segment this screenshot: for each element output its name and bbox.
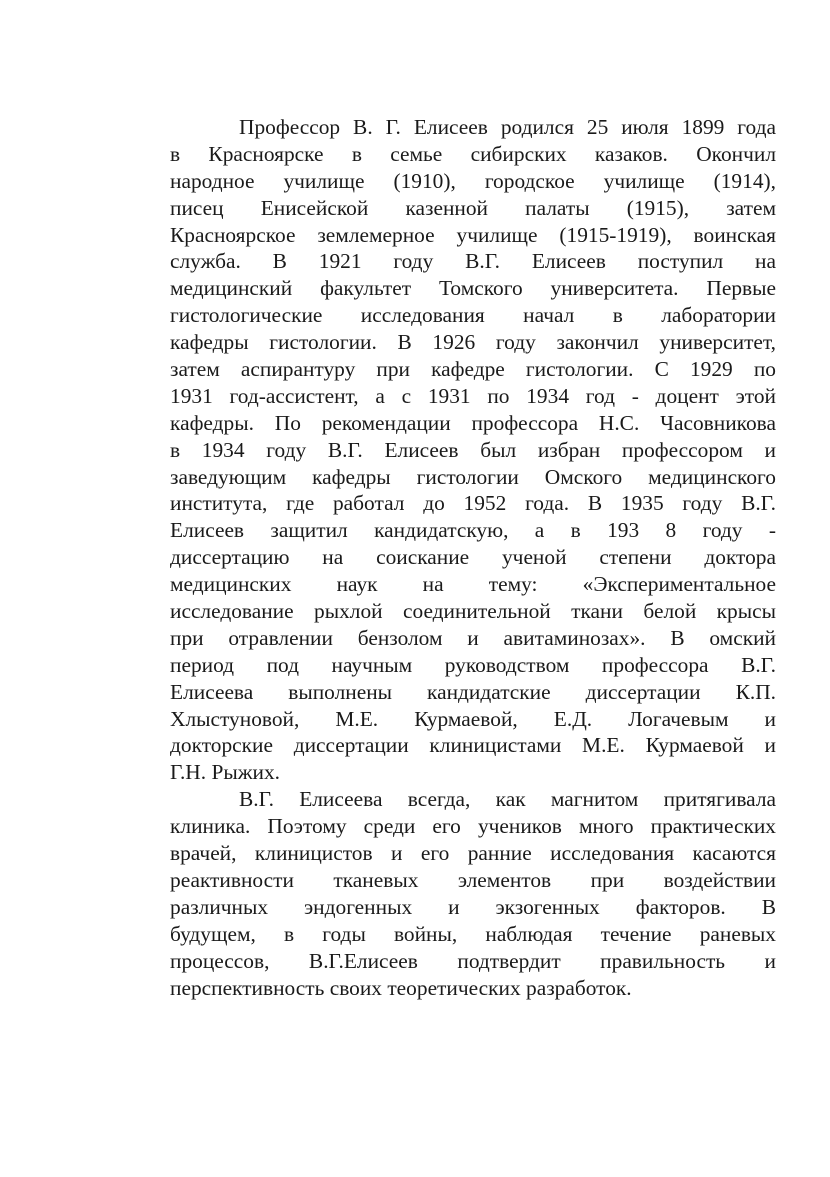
text-line: затем аспирантуру при кафедре гистологии. С 1929 по: [170, 357, 776, 382]
text-line-last: Г.Н. Рыжих.: [170, 760, 280, 785]
text-line: докторские диссертации клиницистами М.Е. Курмаевой и: [170, 733, 776, 758]
text-line: кафедры. По рекомендации профессора Н.С. Часовникова: [170, 410, 776, 435]
text-line: процессов, В.Г.Елисеев подтвердит правильность и: [170, 948, 776, 973]
text-line: заведующим кафедры гистологии Омского медицинского: [170, 464, 776, 489]
text-line: Елисеев защитил кандидатскую, а в 193 8 году -: [170, 518, 776, 543]
text-line: писец Енисейской казенной палаты (1915), затем: [170, 195, 776, 220]
text-line: реактивности тканевых элементов при воздействии: [170, 867, 776, 892]
paragraph-biography: [170, 114, 776, 786]
text-line: Елисеева выполнены кандидатские диссертации К.П.: [170, 679, 776, 704]
text-line: в 1934 году В.Г. Елисеев был избран профессором и: [170, 437, 776, 462]
text-line: врачей, клиницистов и его ранние исследования касаются: [170, 841, 776, 866]
document-body: [170, 114, 776, 1001]
text-line: в Красноярске в семье сибирских казаков. Окончил: [170, 141, 776, 166]
text-line: Хлыстуновой, М.Е. Курмаевой, Е.Д. Логачевым и: [170, 706, 776, 731]
text-line: народное училище (1910), городское училище (1914),: [170, 168, 776, 193]
text-line: служба. В 1921 году В.Г. Елисеев поступил на: [170, 249, 776, 274]
text-line: кафедры гистологии. В 1926 году закончил университет,: [170, 330, 776, 355]
text-line: диссертацию на соискание ученой степени доктора: [170, 545, 776, 570]
text-line: Профессор В. Г. Елисеев родился 25 июля 1899 года: [239, 115, 776, 139]
text-line: будущем, в годы войны, наблюдая течение раневых: [170, 921, 776, 946]
text-line: медицинских наук на тему: «Экспериментальное: [170, 572, 776, 597]
text-line: различных эндогенных и экзогенных факторов. В: [170, 894, 776, 919]
text-line: Красноярское землемерное училище (1915-1919), воинская: [170, 222, 776, 247]
text-line: гистологические исследования начал в лаборатории: [170, 303, 776, 328]
text-line-last: перспективность своих теоретических разработок.: [170, 975, 632, 1000]
text-line: 1931 год-ассистент, а с 1931 по 1934 год - доцент этой: [170, 383, 776, 408]
text-line: института, где работал до 1952 года. В 1935 году В.Г.: [170, 491, 776, 516]
text-line: В.Г. Елисеева всегда, как магнитом притягивала: [239, 787, 776, 812]
text-line: при отравлении бензолом и авитаминозах». В омский: [170, 625, 776, 650]
paragraph-clinical-work: [170, 786, 776, 1001]
text-line: медицинский факультет Томского университета. Первые: [170, 276, 776, 301]
text-line: исследование рыхлой соединительной ткани белой крысы: [170, 599, 776, 624]
text-line: период под научным руководством профессора В.Г.: [170, 652, 776, 677]
text-line: клиника. Поэтому среди его учеников много практических: [170, 814, 776, 839]
